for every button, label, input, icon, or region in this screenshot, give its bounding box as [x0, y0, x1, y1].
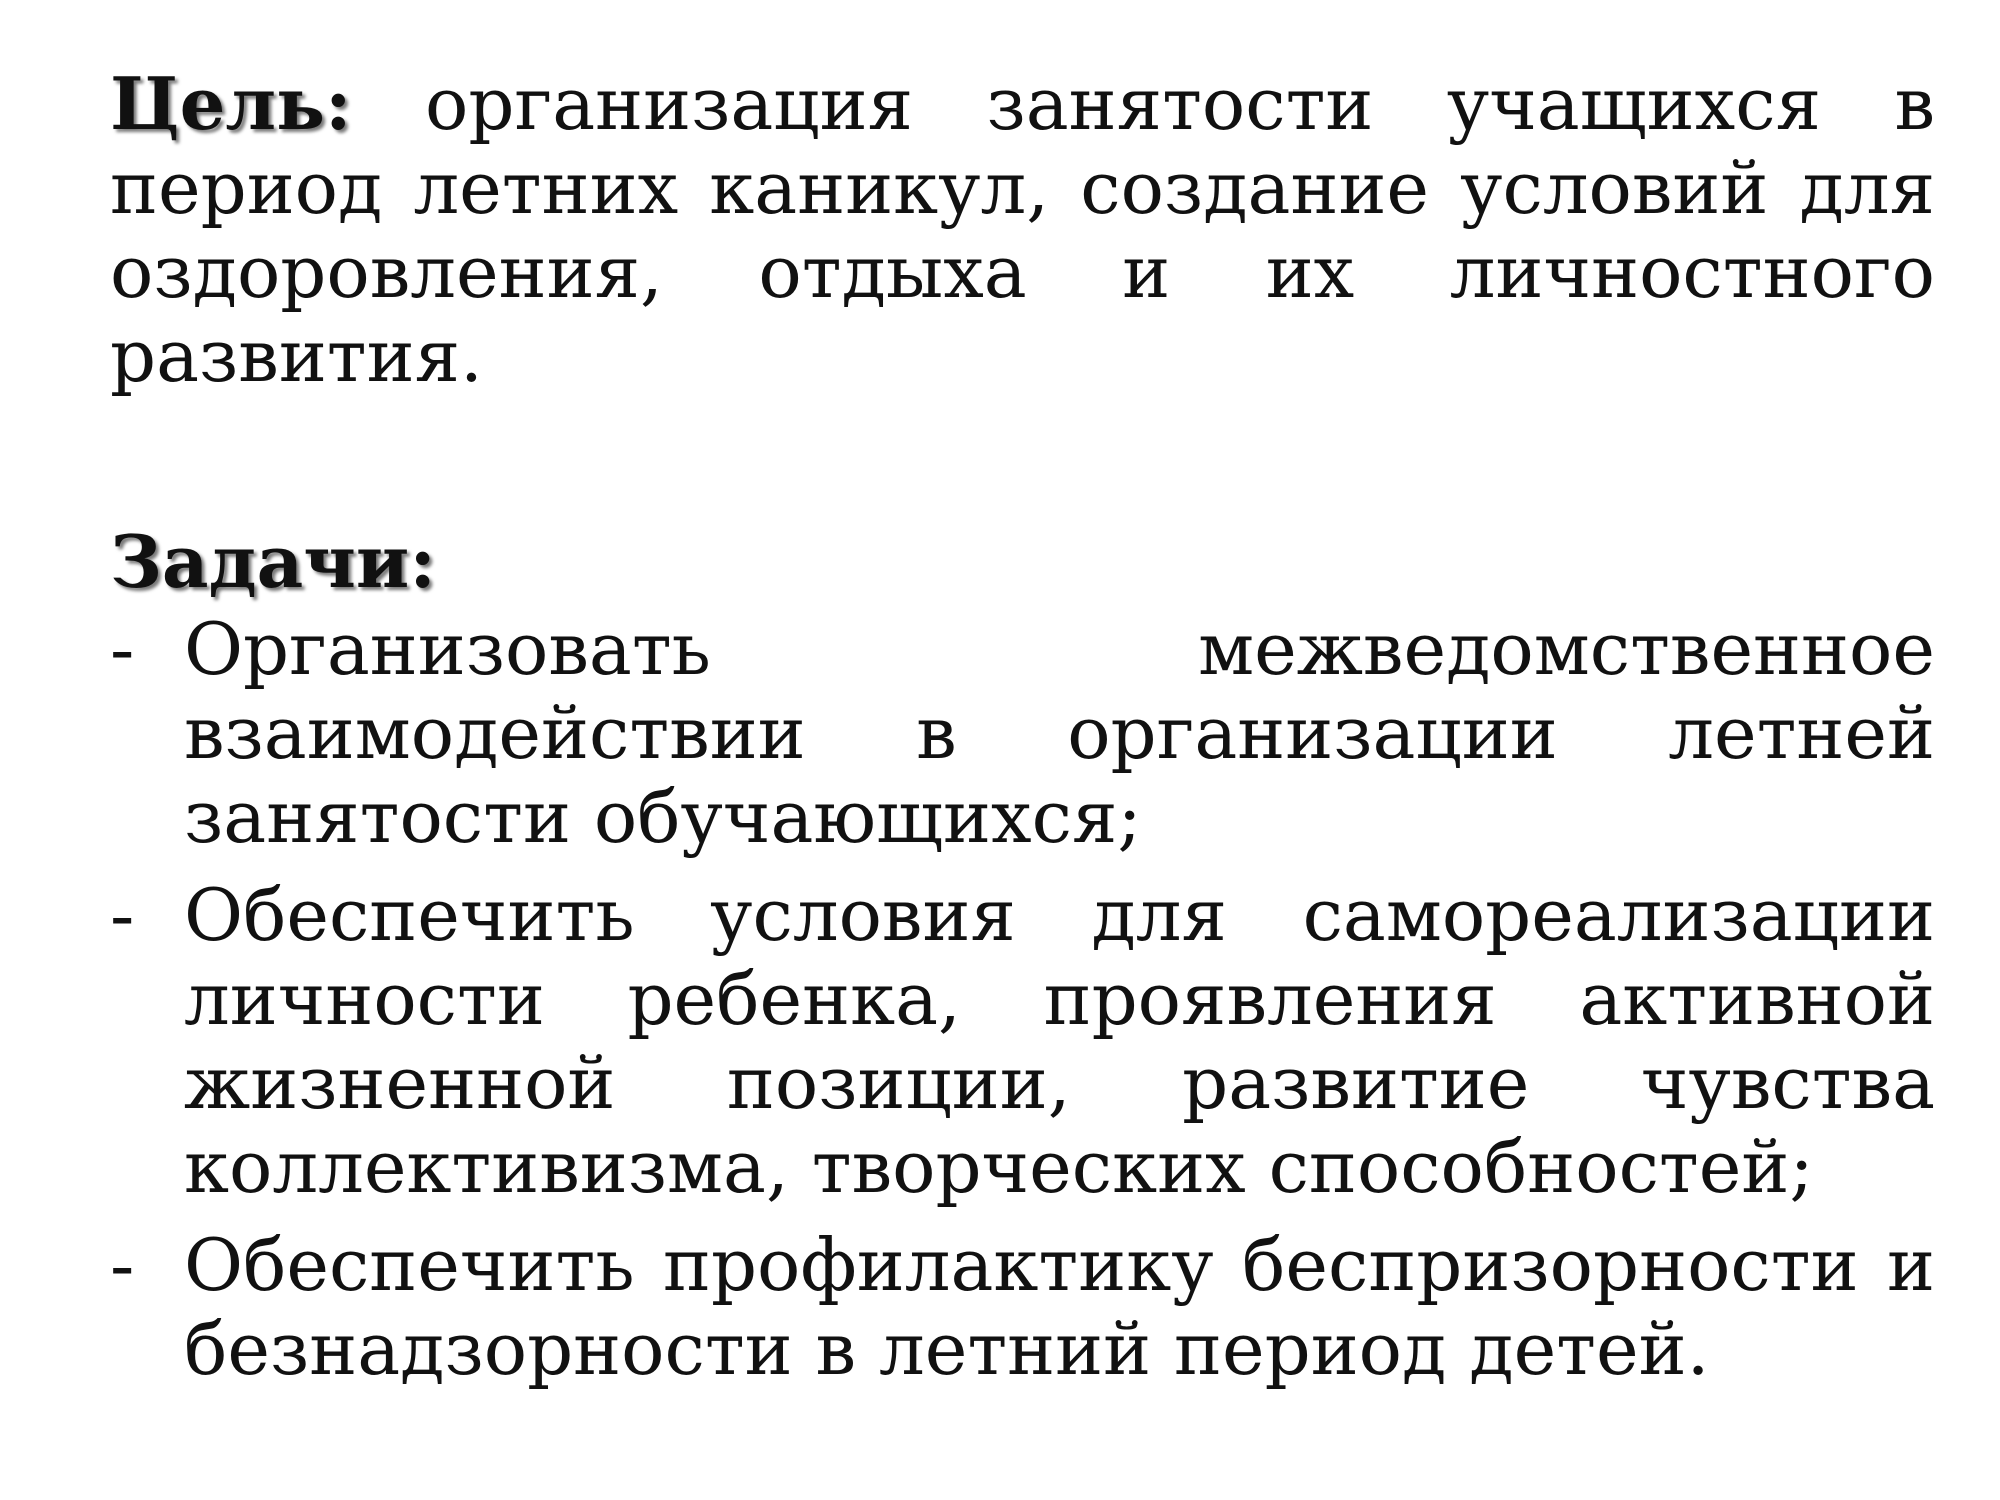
bullet-dash: - [110, 1223, 135, 1307]
goal-paragraph [110, 62, 1935, 398]
list-item [110, 873, 1935, 1209]
slide-content [110, 62, 1935, 1405]
section-spacer [110, 398, 1935, 520]
task-text: Организовать межведомственное взаимодействии в организации летней занятости обучающихся; [184, 607, 1935, 859]
goal-label: Цель: [110, 61, 352, 146]
bullet-dash: - [110, 607, 135, 691]
tasks-label: Задачи: [110, 519, 436, 604]
tasks-list [110, 607, 1935, 1391]
list-item [110, 1223, 1935, 1391]
bullet-dash: - [110, 873, 135, 957]
task-text: Обеспечить профилактику беспризорности и безнадзорности в летний период детей. [184, 1223, 1935, 1391]
tasks-heading [110, 520, 1935, 604]
list-item [110, 607, 1935, 859]
goal-text: организация занятости учащихся в период летних каникул, создание условий для оздоровления, отдыха и их личностного развития. [110, 62, 1935, 398]
task-text: Обеспечить условия для самореализации личности ребенка, проявления активной жизненной позиции, развитие чувства коллективизма, творческих способностей; [184, 873, 1935, 1209]
